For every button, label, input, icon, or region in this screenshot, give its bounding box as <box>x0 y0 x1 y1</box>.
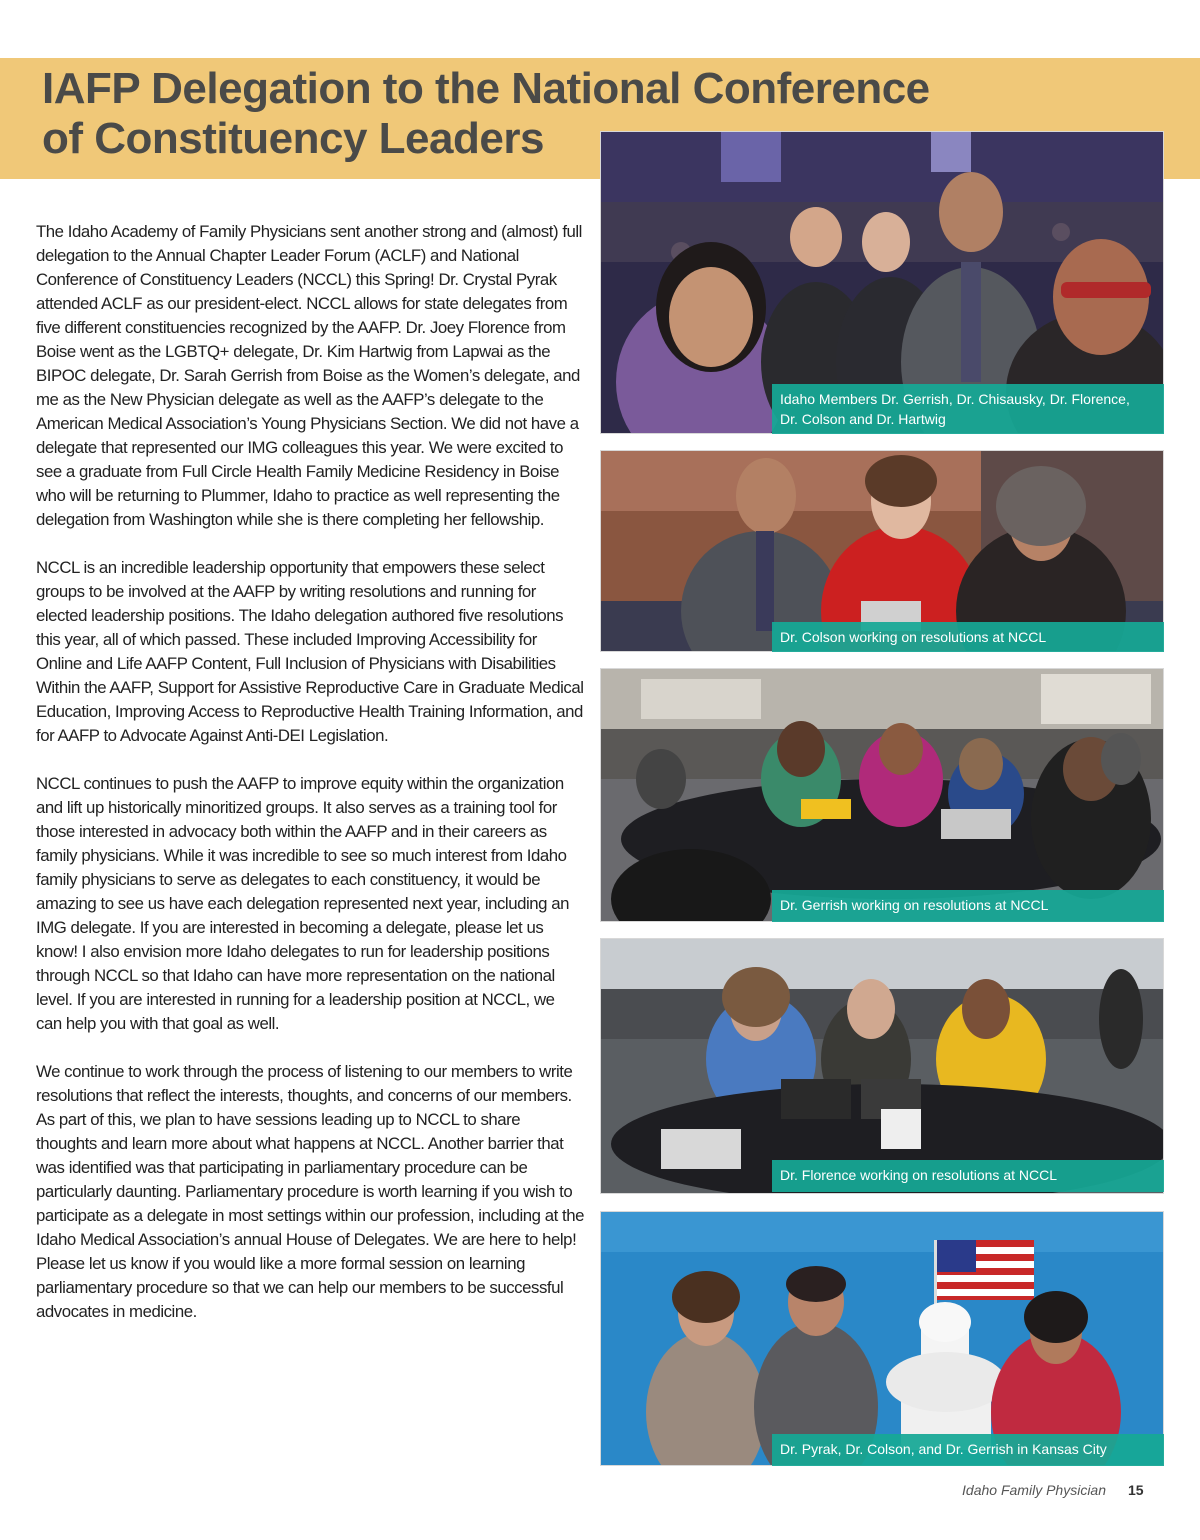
photo-caption-line-1: Idaho Members Dr. Gerrish, Dr. Chisausky, Dr. Florence, <box>780 391 1130 407</box>
article-paragraph: NCCL continues to push the AAFP to improve equity within the organization and lift up historically minoritized groups. It also serves as a training tool for those interested in advocacy both within the AAFP and in their careers as family physicians. While it was incredible to see so much interest from Idaho family physicians to serve as delegates to each constituency, it would be amazing to see us have each delegation represented next year, including an IMG delegate. If you are interested in becoming a delegate, please let us know! I also envision more Idaho delegates to run for leadership positions through NCCL so that Idaho can have more representation on the national level. If you are interested in running for a leadership position at NCCL, we can help you with that goal as well. <box>36 774 569 1033</box>
photo-caption: Dr. Gerrish working on resolutions at NCCL <box>772 890 1164 922</box>
page-title-line-2: of Constituency Leaders <box>42 114 544 163</box>
photo-kansas-city <box>600 1211 1164 1466</box>
page-title-line-1: IAFP Delegation to the National Conference <box>42 64 930 113</box>
article-paragraph: NCCL is an incredible leadership opportunity that empowers these select groups to be involved at the AAFP by writing resolutions and running for elected leadership positions. The Idaho delegation authored five resolutions this year, all of which passed. These included Improving Accessibility for Online and Life AAFP Content, Full Inclusion of Physicians with Disabilities Within the AAFP, Support for Assistive Reproductive Care in Graduate Medical Education, Improving Access to Reproductive Health Training Information, and for AAFP to Advocate Against Anti-DEI Legislation. <box>36 558 584 745</box>
page-number: 15 <box>1128 1482 1144 1498</box>
photo-caption: Dr. Florence working on resolutions at NCCL <box>772 1160 1164 1192</box>
photo-florence-image <box>601 939 1164 1194</box>
photo-caption: Dr. Pyrak, Dr. Colson, and Dr. Gerrish in Kansas City <box>772 1434 1164 1466</box>
photo-gerrish-resolutions <box>600 668 1164 922</box>
photo-florence-resolutions <box>600 938 1164 1194</box>
photo-caption <box>772 384 1164 434</box>
photo-gerrish-image <box>601 669 1164 922</box>
photo-caption: Dr. Colson working on resolutions at NCCL <box>772 622 1164 652</box>
publication-name: Idaho Family Physician <box>962 1482 1106 1498</box>
photo-kansas-city-image <box>601 1212 1164 1466</box>
photo-caption-line-2: Dr. Colson and Dr. Hartwig <box>780 411 946 427</box>
article-paragraph: We continue to work through the process of listening to our members to write resolutions that reflect the interests, thoughts, and concerns of our members. As part of this, we plan to have sessions leading up to NCCL to share thoughts and learn more about what happens at NCCL. Another barrier that was identified was that participating in parliamentary procedure can be particularly daunting. Parliamentary procedure is worth learning if you wish to participate as a delegate in most settings within our profession, including at the Idaho Medical Association’s annual House of Delegates. We are here to help! Please let us know if you would like a more formal session on learning parliamentary procedure so that we can help our members to be successful advocates in medicine. <box>36 1062 584 1321</box>
article-body <box>36 220 584 1348</box>
article-paragraph: The Idaho Academy of Family Physicians sent another strong and (almost) full delegation to the Annual Chapter Leader Forum (ACLF) and National Conference of Constituency Leaders (NCCL) this Spring! Dr. Crystal Pyrak attended ACLF as our president-elect. NCCL allows for state delegates from five different constituencies recognized by the AAFP. Dr. Joey Florence from Boise went as the LGBTQ+ delegate, Dr. Kim Hartwig from Lapwai as the BIPOC delegate, Dr. Sarah Gerrish from Boise as the Women’s delegate, and me as the New Physician delegate as well as the AAFP’s delegate to the American Medical Association’s Young Physicians Section. We did not have a delegate that represented our IMG colleagues this year. We were excited to see a graduate from Full Circle Health Family Medicine Residency in Boise who will be returning to Plummer, Idaho to practice as well representing the delegation from Washington while she is there completing her fellowship. <box>36 222 582 529</box>
